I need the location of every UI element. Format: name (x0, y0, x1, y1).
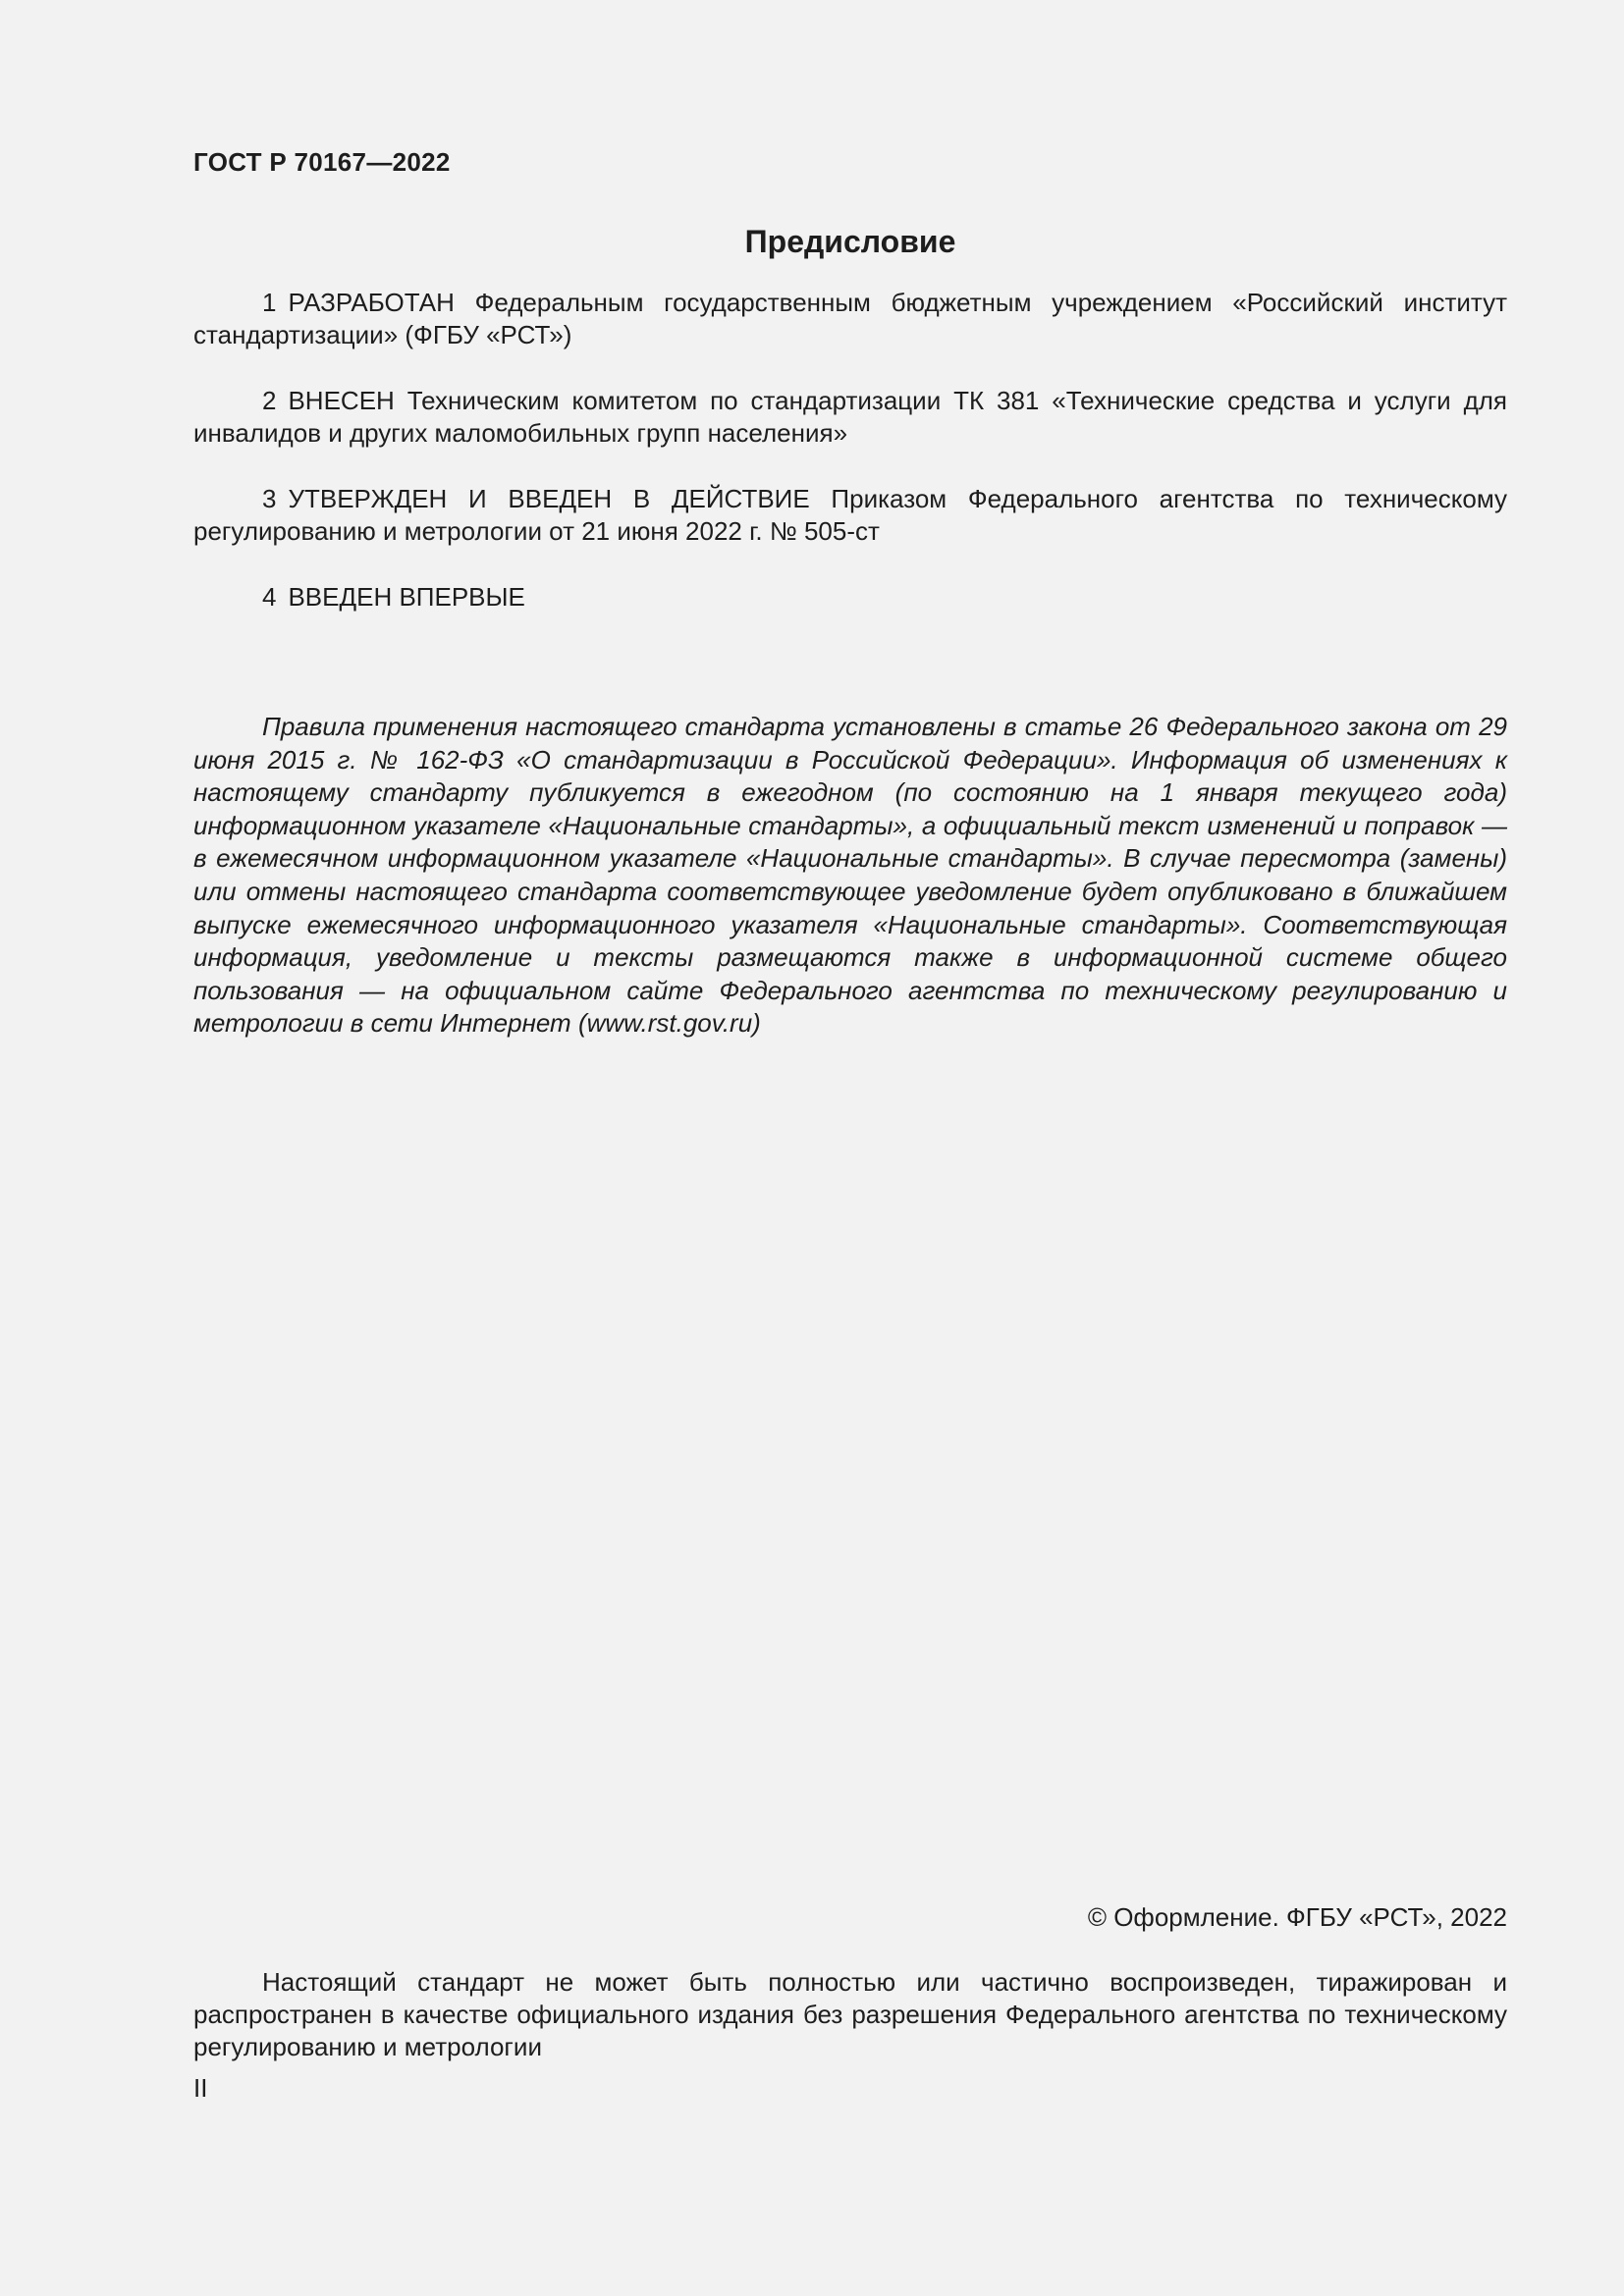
item-text: РАЗРАБОТАН Федеральным государственным бюджетным учреждением «Российский институт стандартизации» (ФГБУ «РСТ») (193, 288, 1507, 349)
item-number: 3 (262, 484, 277, 513)
preface-item-3 (193, 483, 1507, 548)
copyright-line: © Оформление. ФГБУ «РСТ», 2022 (1087, 1902, 1507, 1932)
item-number: 2 (262, 386, 277, 415)
page-number: II (193, 2073, 208, 2103)
preface-item-4 (193, 581, 1507, 614)
preface-item-1 (193, 287, 1507, 351)
item-text: ВВЕДЕН ВПЕРВЫЕ (288, 582, 525, 612)
preface-item-2 (193, 385, 1507, 450)
item-text: ВНЕСЕН Техническим комитетом по стандартизации ТК 381 «Технические средства и услуги для инвалидов и других маломобильных групп населения» (193, 386, 1507, 448)
page-title: Предисловие (744, 224, 956, 259)
item-number: 1 (262, 288, 277, 317)
document-code: ГОСТ Р 70167—2022 (193, 147, 451, 177)
rules-paragraph: Правила применения настоящего стандарта установлены в статье 26 Федерального закона от 29 июня 2015 г. № 162-ФЗ «О стандартизации в Российской Федерации». Информация об изменениях к настоящему стандарту публикуется в ежегодном (по состоянию на 1 января текущего года) информационном указателе «Национальные стандарты», а официальный текст изменений и поправок — в ежемесячном информационном указателе «Национальные стандарты». В случае пересмотра (замены) или отмены настоящего стандарта соответствующее уведомление будет опубликовано в ближайшем выпуске ежемесячного информационного указателя «Национальные стандарты». Соответствующая информация, уведомление и тексты размещаются также в информационной системе общего пользования — на официальном сайте Федерального агентства по техническому регулированию и метрологии в сети Интернет (www.rst.gov.ru) (193, 712, 1507, 1039)
reproduction-notice: Настоящий стандарт не может быть полностью или частично воспроизведен, тиражирован и распространен в качестве официального издания без разрешения Федерального агентства по техническому регулированию и метрологии (193, 1967, 1507, 2061)
item-number: 4 (262, 582, 277, 612)
item-text: УТВЕРЖДЕН И ВВЕДЕН В ДЕЙСТВИЕ Приказом Федерального агентства по техническому регулированию и метрологии от 21 июня 2022 г. № 505-ст (193, 484, 1507, 546)
